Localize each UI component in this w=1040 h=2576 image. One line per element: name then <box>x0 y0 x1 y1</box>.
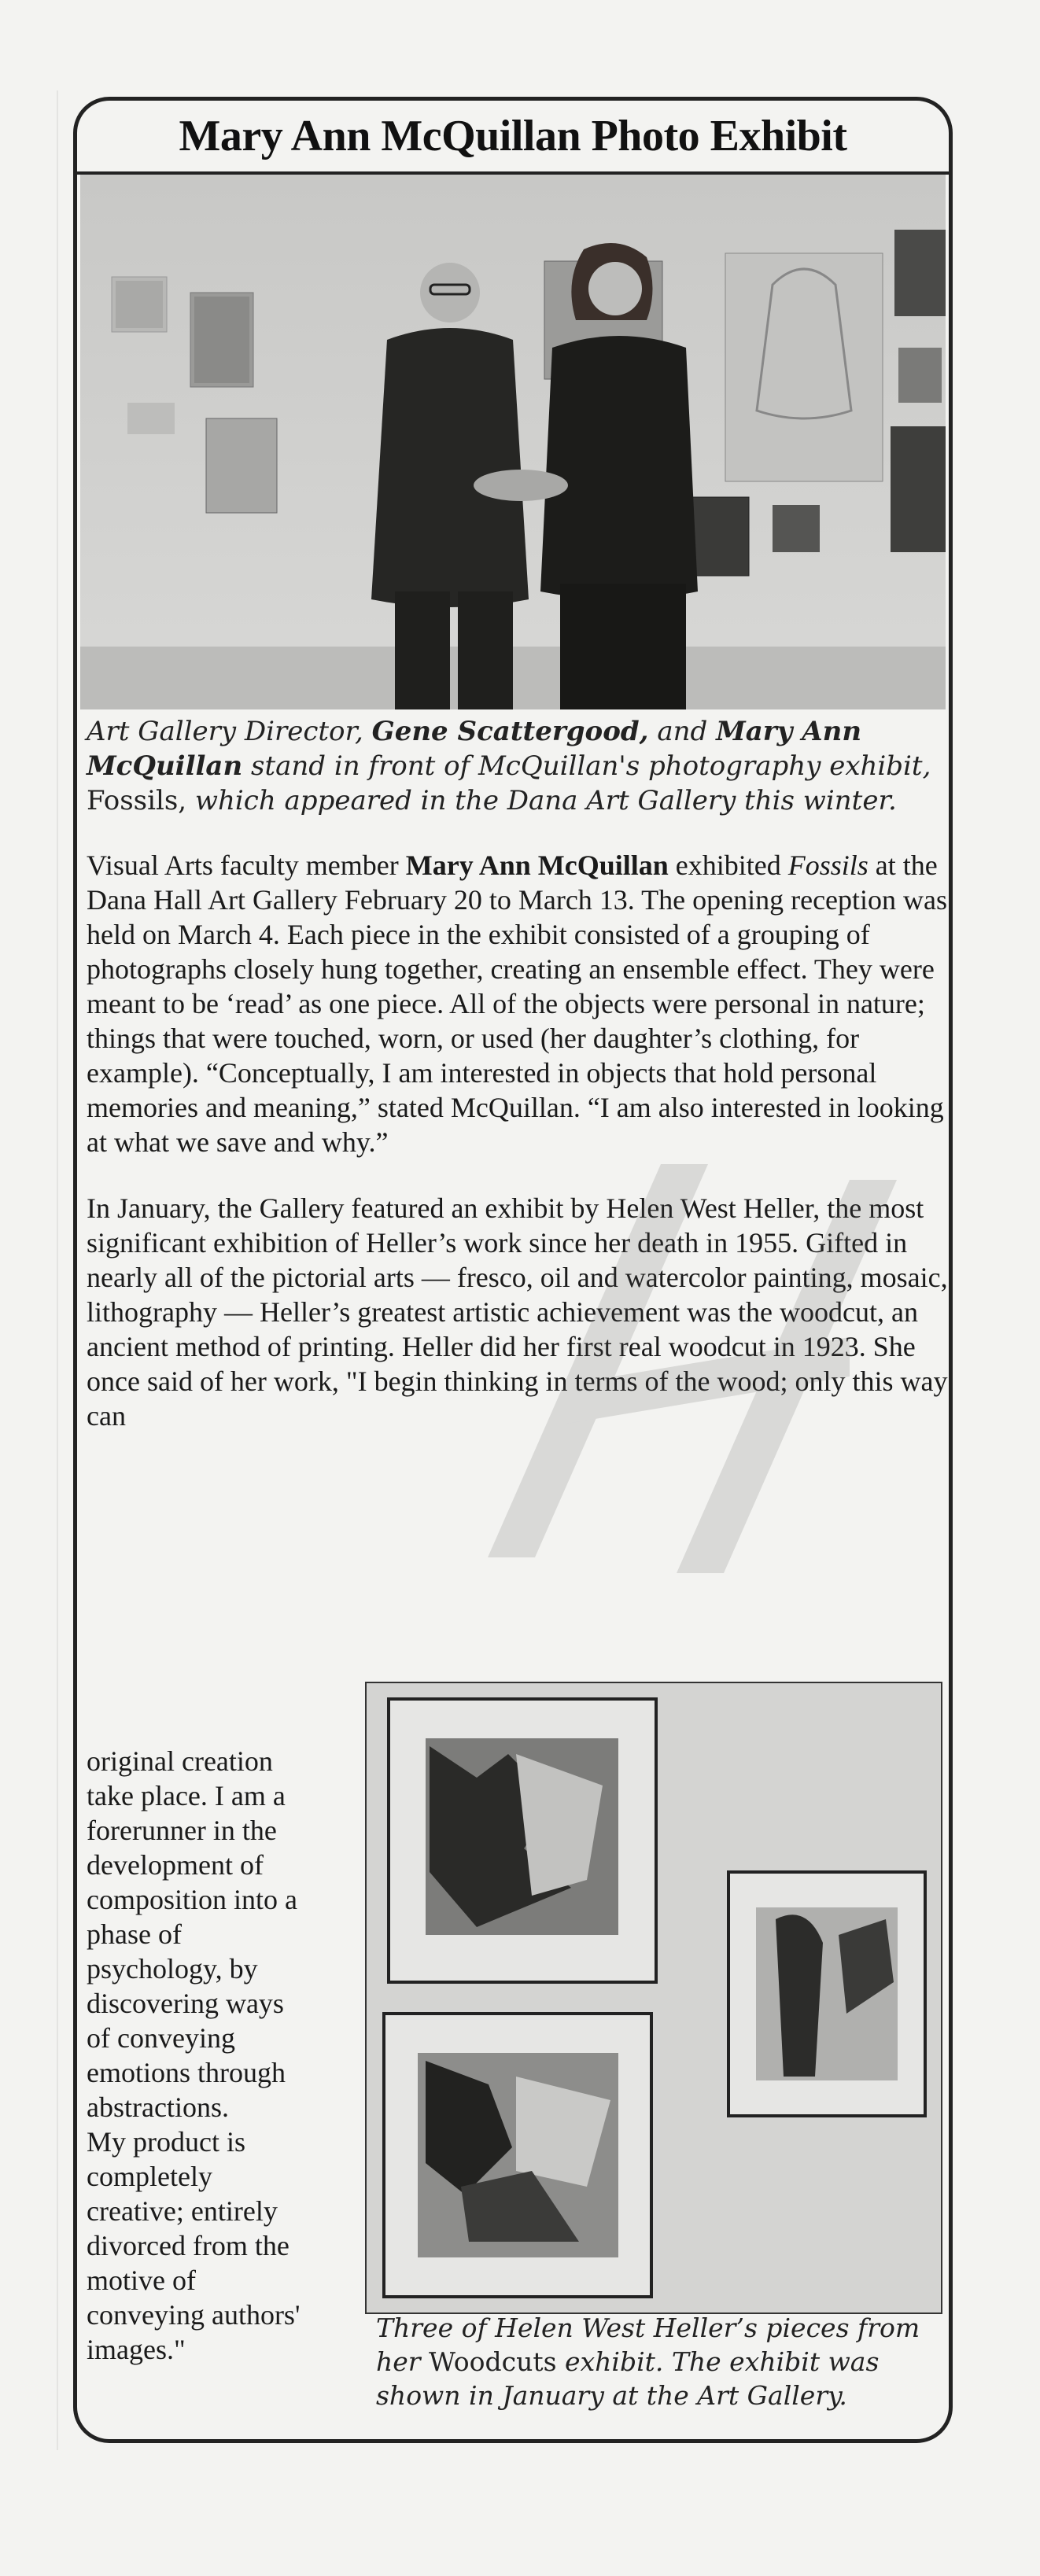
quote-line: of conveying <box>87 2022 235 2054</box>
article-frame <box>73 97 953 2443</box>
quote-line: emotions through <box>87 2057 286 2088</box>
quote-line: original creation <box>87 1745 273 1777</box>
quote-line: My product is <box>87 2126 245 2158</box>
caption-exhibit-title: Fossils, <box>87 785 187 816</box>
article-title: Mary Ann McQuillan Photo Exhibit <box>179 112 847 160</box>
caption-text: exhibit. The exhibit was shown in January at the Art Gallery. <box>376 2346 880 2411</box>
quote-line: creative; entirely <box>87 2195 278 2227</box>
quote-line: psychology, by <box>87 1953 258 1985</box>
caption-text: which appeared in the Dana Art Gallery this winter. <box>186 785 897 816</box>
quote-line: conveying authors' <box>87 2299 301 2331</box>
quote-line: divorced from the <box>87 2230 290 2261</box>
caption-text: Art Gallery Director, <box>87 716 372 747</box>
paragraph-mcquillan <box>87 848 950 1159</box>
quote-line: phase of <box>87 1918 182 1950</box>
paragraph-exhibit-title: Fossils <box>787 849 869 881</box>
paragraph-text: at the Dana Hall Art Gallery February 20 to March 13. The opening reception was held on March 4. Each piece in the exhibit consisted of a grouping of photographs closely hung together, creating an ensemble effect. They were meant to be ‘read’ as one piece. All of the objects were personal in nature; things that were touched, worn, or used (her daughter’s clothing, for example). “Conceptually, I am interested in objects that hold personal memories and meaning,” stated McQuillan. “I am also interested in looking at what we save and why.” <box>87 849 948 1158</box>
woodcuts-caption <box>376 2311 942 2412</box>
quote-line: abstractions. <box>87 2091 229 2123</box>
caption-name-artist: Mary Ann McQuillan <box>87 716 862 782</box>
paragraph-text: exhibited <box>668 849 788 881</box>
woodcuts-photo <box>365 1682 942 2314</box>
quote-line: composition into a <box>87 1884 297 1915</box>
quote-line: motive of <box>87 2265 196 2296</box>
quote-line: forerunner in the <box>87 1815 277 1846</box>
quote-line: images." <box>87 2334 186 2365</box>
quote-line: discovering ways <box>87 1988 284 2019</box>
exhibit-photo <box>80 175 946 709</box>
quote-line: take place. I am a <box>87 1780 286 1811</box>
caption-exhibit-title: Woodcuts <box>429 2346 557 2377</box>
paragraph-text: Visual Arts faculty member <box>87 849 406 881</box>
title-band <box>77 101 949 175</box>
quote-line: completely <box>87 2161 212 2192</box>
article-body <box>87 848 950 1433</box>
caption-name-director: Gene Scattergood, <box>371 716 649 747</box>
photo-caption <box>87 714 944 818</box>
caption-text: Three of Helen West Heller’s pieces from her <box>376 2313 920 2377</box>
paragraph-bold-name: Mary Ann McQuillan <box>405 849 669 881</box>
page-edge-line <box>57 90 58 2450</box>
heller-quote-column <box>87 1744 385 2367</box>
caption-text: stand in front of McQuillan's photography exhibit, <box>242 750 931 782</box>
caption-text: and <box>648 716 717 747</box>
paragraph-heller: In January, the Gallery featured an exhibit by Helen West Heller, the most significant exhibition of Heller’s work since her death in 1955. Gifted in nearly all of the pictorial arts — fresco, oil and watercolor painting, mosaic, lithography — Heller’s greatest artistic achievement was the woodcut, an ancient method of printing. Heller did her first real woodcut in 1923. She once said of her work, "I begin thinking in terms of the wood; only this way can <box>87 1192 948 1432</box>
quote-line: development of <box>87 1849 264 1881</box>
